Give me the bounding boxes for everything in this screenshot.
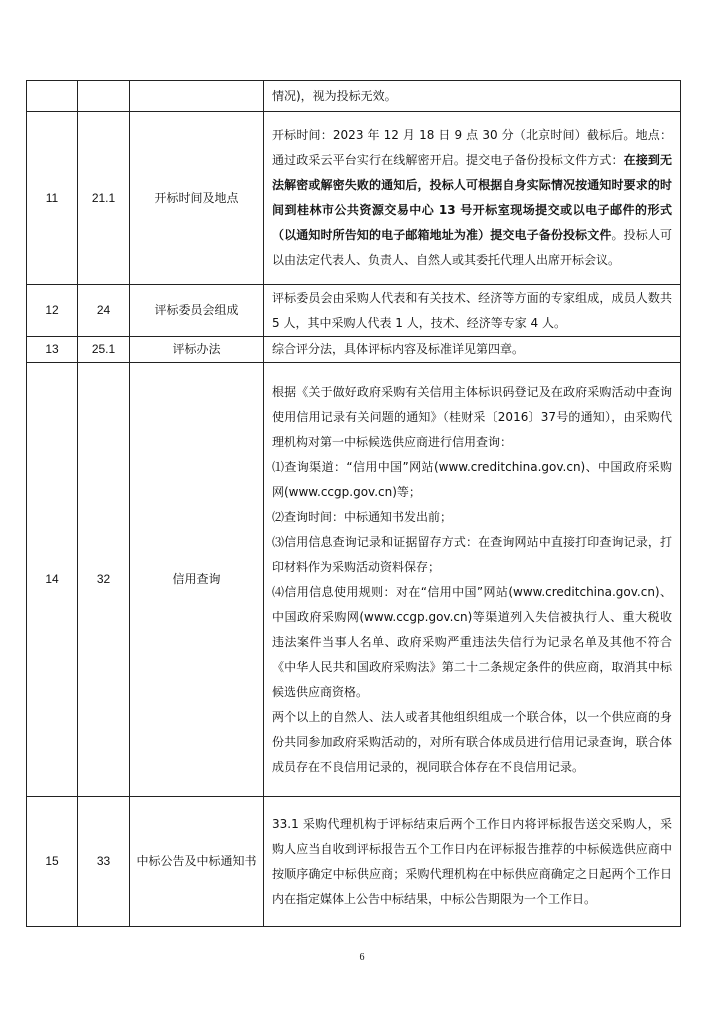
table-row — [27, 285, 681, 337]
table-row — [27, 797, 681, 927]
row-number: 15 — [27, 797, 78, 927]
content-paragraph: ⑵查询时间：中标通知书发出前； — [272, 509, 453, 524]
content-paragraph: 综合评分法，具体评标内容及标准详见第四章。 — [272, 342, 525, 356]
item-content — [264, 81, 681, 112]
content-text: 开标时间：2023 年 12 月 18 日 9 点 30 分（北京时间）截标后。地点：通过政采云平台实行在线解密开启。提交电子备份投标文件方式： — [272, 128, 672, 167]
content-emphasis: 在接到无法解密或解密失败的通知后，投标人可根据自身实际情况按通知时要求的时间到桂林市公共资源交易中心 13 号开标室现场提交或以电子邮件的形式（以通知时所告知的电子邮箱地址为准）提交电子备份投标文件 — [272, 153, 672, 242]
clause-number: 25.1 — [78, 337, 130, 363]
row-number — [27, 81, 78, 112]
content-paragraph: 评标委员会由采购人代表和有关技术、经济等方面的专家组成，成员人数共 5 人，其中采购人代表 1 人，技术、经济等专家 4 人。 — [272, 290, 672, 330]
row-number: 11 — [27, 112, 78, 285]
row-number: 13 — [27, 337, 78, 363]
table-row — [27, 363, 681, 797]
content-paragraph: 情况)，视为投标无效。 — [272, 88, 397, 103]
item-content — [264, 285, 681, 337]
page-number: 6 — [359, 952, 365, 963]
item-name: 信用查询 — [130, 363, 264, 797]
content-text: 。投标人可以由法定代表人、负责人、自然人或其委托代理人出席开标会议。 — [272, 228, 672, 267]
content-paragraph — [272, 123, 672, 273]
item-name: 开标时间及地点 — [130, 112, 264, 285]
content-paragraph: ⑴查询渠道：“信用中国”网站(www.creditchina.gov.cn)、中国政府采购网(www.ccgp.gov.cn)等； — [272, 459, 672, 499]
item-content — [264, 797, 681, 927]
row-number: 14 — [27, 363, 78, 797]
table-row — [27, 112, 681, 285]
content-paragraph: 33.1 采购代理机构于评标结束后两个工作日内将评标报告送交采购人，采购人应当自收到评标报告五个工作日内在评标报告推荐的中标候选供应商中按顺序确定中标供应商；采购代理机构在中标供应商确定之日起两个工作日内在指定媒体上公告中标结果，中标公告期限为一个工作日。 — [272, 816, 672, 906]
clause-number: 21.1 — [78, 112, 130, 285]
table-row — [27, 81, 681, 112]
item-name: 评标办法 — [130, 337, 264, 363]
item-name: 中标公告及中标通知书 — [130, 797, 264, 927]
item-content — [264, 112, 681, 285]
bid-data-table — [26, 80, 681, 927]
content-paragraph: ⑷信用信息使用规则：对在“信用中国”网站(www.creditchina.gov.cn)、中国政府采购网(www.ccgp.gov.cn)等渠道列入失信被执行人、重大税收违法案件当事人名单、政府采购严重违法失信行为记录名单及其他不符合《中华人民共和国政府采购法》第二十二条规定条件的供应商，取消其中标候选供应商资格。 — [272, 584, 672, 699]
item-name — [130, 81, 264, 112]
clause-number: 33 — [78, 797, 130, 927]
clause-number: 32 — [78, 363, 130, 797]
row-number: 12 — [27, 285, 78, 337]
clause-number: 24 — [78, 285, 130, 337]
item-name: 评标委员会组成 — [130, 285, 264, 337]
content-paragraph: 两个以上的自然人、法人或者其他组织组成一个联合体，以一个供应商的身份共同参加政府采购活动的，对所有联合体成员进行信用记录查询，联合体成员存在不良信用记录的，视同联合体存在不良信用记录。 — [272, 709, 672, 774]
content-paragraph: ⑶信用信息查询记录和证据留存方式：在查询网站中直接打印查询记录，打印材料作为采购活动资料保存； — [272, 534, 672, 574]
content-paragraph: 根据《关于做好政府采购有关信用主体标识码登记及在政府采购活动中查询使用信用记录有关问题的通知》（桂财采〔2016〕37号的通知），由采购代理机构对第一中标候选供应商进行信用查询： — [272, 384, 672, 449]
clause-number — [78, 81, 130, 112]
item-content — [264, 337, 681, 363]
item-content — [264, 363, 681, 797]
table-row — [27, 337, 681, 363]
